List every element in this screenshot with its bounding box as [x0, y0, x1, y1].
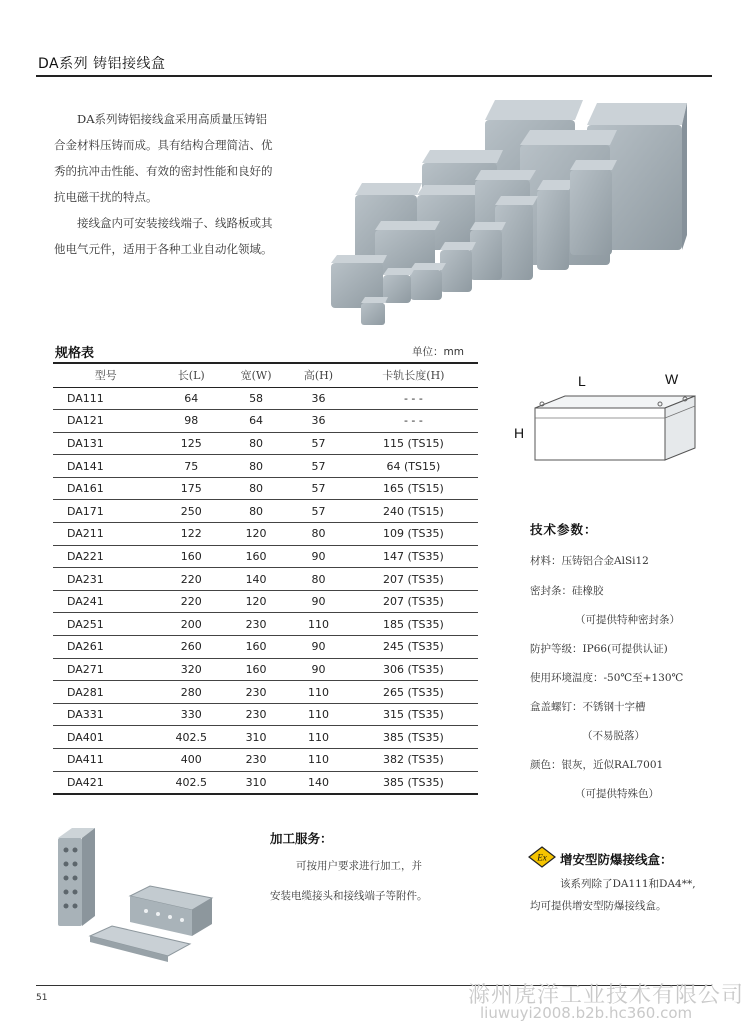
table-cell: DA261 — [53, 636, 159, 659]
ex-hazard-icon — [528, 846, 556, 868]
table-cell: 80 — [224, 432, 288, 455]
table-cell: 250 — [159, 500, 224, 523]
table-row — [53, 703, 478, 726]
table-cell: 140 — [288, 771, 349, 794]
intro-paragraph: DA系列铸铝接线盒采用高质量压铸铝合金材料压铸而成。具有结构合理简洁、优秀的抗冲击性能、有效的密封性能和良好的抗电磁干扰的特点。 — [54, 112, 273, 204]
column-header: 型号 — [53, 363, 159, 387]
table-cell: DA131 — [53, 432, 159, 455]
intro-paragraph: 接线盒内可安装接线端子、线路板或其他电气元件，适用于各种工业自动化领域。 — [54, 216, 273, 256]
table-cell: 120 — [224, 590, 288, 613]
table-cell: 330 — [159, 703, 224, 726]
table-cell: 110 — [288, 726, 349, 749]
column-header: 高(H) — [288, 363, 349, 387]
tech-temperature: 使用环境温度：-50℃至+130℃ — [530, 672, 684, 684]
table-cell: DA421 — [53, 771, 159, 794]
table-cell: 315 (TS35) — [349, 703, 478, 726]
table-cell: DA141 — [53, 455, 159, 478]
enclosure-open-body — [130, 886, 212, 936]
table-cell: 80 — [288, 568, 349, 591]
table-cell: 165 (TS15) — [349, 477, 478, 500]
label-h: H — [514, 425, 525, 441]
table-row — [53, 726, 478, 749]
table-cell: 402.5 — [159, 771, 224, 794]
table-cell: 64 — [224, 410, 288, 433]
table-row — [53, 523, 478, 546]
table-cell: DA221 — [53, 545, 159, 568]
table-cell: DA251 — [53, 613, 159, 636]
ex-line: 该系列除了DA111和DA4**, — [560, 878, 696, 890]
ex-logo-text: Ex — [537, 852, 547, 863]
tech-material: 材料：压铸铝合金AlSi12 — [530, 555, 649, 567]
table-cell: 240 (TS15) — [349, 500, 478, 523]
table-row — [53, 477, 478, 500]
table-cell: 120 — [224, 523, 288, 546]
tech-screw: 盒盖螺钉：不锈钢十字槽 — [530, 701, 646, 713]
table-cell: 115 (TS15) — [349, 432, 478, 455]
table-cell: 230 — [224, 613, 288, 636]
table-cell: 382 (TS35) — [349, 749, 478, 772]
table-row — [53, 636, 478, 659]
watermark-company: 滁州虎洋工业技术有限公司 — [468, 983, 745, 1008]
table-cell: 110 — [288, 703, 349, 726]
table-cell: 80 — [224, 477, 288, 500]
table-cell: 160 — [224, 658, 288, 681]
table-cell: 36 — [288, 410, 349, 433]
table-row — [53, 568, 478, 591]
table-cell: 90 — [288, 545, 349, 568]
header-divider — [36, 75, 712, 77]
table-cell: 75 — [159, 455, 224, 478]
table-header-row — [53, 363, 478, 387]
ex-title: 增安型防爆接线盒： — [560, 852, 673, 867]
tech-seal: 密封条：硅橡胶 — [530, 585, 604, 597]
table-cell: 385 (TS35) — [349, 726, 478, 749]
label-l: L — [578, 373, 586, 389]
service-title: 加工服务： — [270, 831, 333, 846]
table-cell: 64 — [159, 387, 224, 410]
table-cell: DA401 — [53, 726, 159, 749]
enclosure-box — [570, 160, 617, 255]
table-cell: 57 — [288, 477, 349, 500]
enclosure-box — [440, 242, 476, 292]
table-cell: 306 (TS35) — [349, 658, 478, 681]
table-cell: 220 — [159, 590, 224, 613]
table-cell: 280 — [159, 681, 224, 704]
enclosure-box — [410, 263, 446, 300]
table-cell: DA161 — [53, 477, 159, 500]
table-cell: 110 — [288, 681, 349, 704]
table-cell: - - - — [349, 410, 478, 433]
table-cell: 207 (TS35) — [349, 568, 478, 591]
table-cell: 385 (TS35) — [349, 771, 478, 794]
table-cell: DA331 — [53, 703, 159, 726]
table-cell: 207 (TS35) — [349, 590, 478, 613]
table-cell: DA411 — [53, 749, 159, 772]
table-cell: 160 — [159, 545, 224, 568]
table-cell: 57 — [288, 432, 349, 455]
table-cell: DA111 — [53, 387, 159, 410]
dimension-diagram — [510, 368, 710, 478]
table-row — [53, 545, 478, 568]
enclosure-box — [361, 297, 388, 325]
product-group-image — [325, 95, 695, 330]
page-title: DA系列 铸铝接线盒 — [38, 56, 166, 72]
table-cell: 185 (TS35) — [349, 613, 478, 636]
enclosure-box — [383, 268, 415, 303]
ex-line: 均可提供增安型防爆接线盒。 — [530, 900, 667, 912]
table-cell: 90 — [288, 658, 349, 681]
table-cell: 80 — [224, 500, 288, 523]
tech-protection: 防护等级：IP66(可提供认证) — [530, 643, 668, 655]
table-cell: 80 — [224, 455, 288, 478]
table-cell: DA231 — [53, 568, 159, 591]
table-cell: 230 — [224, 681, 288, 704]
table-cell: 36 — [288, 387, 349, 410]
table-row — [53, 749, 478, 772]
service-line: 可按用户要求进行加工，并 — [296, 860, 422, 872]
table-cell: 90 — [288, 636, 349, 659]
table-row — [53, 432, 478, 455]
table-cell: 310 — [224, 771, 288, 794]
spec-table-title: 规格表 — [55, 346, 95, 361]
table-cell: 64 (TS15) — [349, 455, 478, 478]
table-row — [53, 455, 478, 478]
table-row — [53, 771, 478, 794]
table-cell: DA211 — [53, 523, 159, 546]
spec-table — [53, 362, 478, 795]
table-row — [53, 590, 478, 613]
tech-seal-note: （可提供特种密封条） — [575, 614, 680, 626]
watermark-url: liuwuyi2008.b2b.hc360.com — [480, 1004, 693, 1022]
intro-text — [54, 106, 274, 262]
tech-color: 颜色：银灰，近似RAL7001 — [530, 759, 664, 771]
table-cell: 320 — [159, 658, 224, 681]
table-cell: 58 — [224, 387, 288, 410]
table-cell: 90 — [288, 590, 349, 613]
service-line: 安装电缆接头和接线端子等附件。 — [270, 890, 428, 902]
table-cell: 400 — [159, 749, 224, 772]
table-row — [53, 387, 478, 410]
table-cell: 122 — [159, 523, 224, 546]
table-row — [53, 613, 478, 636]
table-cell: 230 — [224, 749, 288, 772]
label-w: W — [665, 371, 679, 387]
column-header: 卡轨长度(H) — [349, 363, 478, 387]
table-cell: 265 (TS35) — [349, 681, 478, 704]
table-cell: 109 (TS35) — [349, 523, 478, 546]
column-header: 长(L) — [159, 363, 224, 387]
column-header: 宽(W) — [224, 363, 288, 387]
table-cell: 160 — [224, 636, 288, 659]
table-cell: 125 — [159, 432, 224, 455]
table-cell: DA171 — [53, 500, 159, 523]
table-row — [53, 681, 478, 704]
table-row — [53, 500, 478, 523]
spec-table-unit: 单位：mm — [412, 346, 464, 358]
spec-table-body — [53, 387, 478, 794]
tech-color-note: （可提供特殊色） — [575, 788, 659, 800]
table-cell: 147 (TS35) — [349, 545, 478, 568]
table-cell: 80 — [288, 523, 349, 546]
table-row — [53, 658, 478, 681]
page-number: 51 — [36, 993, 48, 1003]
table-cell: 310 — [224, 726, 288, 749]
table-cell: 260 — [159, 636, 224, 659]
table-cell: 110 — [288, 613, 349, 636]
table-cell: 57 — [288, 455, 349, 478]
table-cell: 245 (TS35) — [349, 636, 478, 659]
table-cell: 175 — [159, 477, 224, 500]
tech-params-title: 技术参数： — [530, 522, 598, 537]
table-row — [53, 410, 478, 433]
table-cell: 57 — [288, 500, 349, 523]
table-cell: DA241 — [53, 590, 159, 613]
table-cell: 220 — [159, 568, 224, 591]
table-cell: DA281 — [53, 681, 159, 704]
table-cell: - - - — [349, 387, 478, 410]
tech-screw-note: （不易脱落） — [582, 730, 645, 742]
table-cell: 230 — [224, 703, 288, 726]
table-cell: 110 — [288, 749, 349, 772]
enclosure-with-holes — [58, 828, 95, 926]
table-cell: 160 — [224, 545, 288, 568]
table-cell: DA121 — [53, 410, 159, 433]
enclosure-parts-image — [50, 826, 225, 968]
table-cell: 402.5 — [159, 726, 224, 749]
table-cell: 200 — [159, 613, 224, 636]
table-cell: DA271 — [53, 658, 159, 681]
table-cell: 140 — [224, 568, 288, 591]
table-cell: 98 — [159, 410, 224, 433]
